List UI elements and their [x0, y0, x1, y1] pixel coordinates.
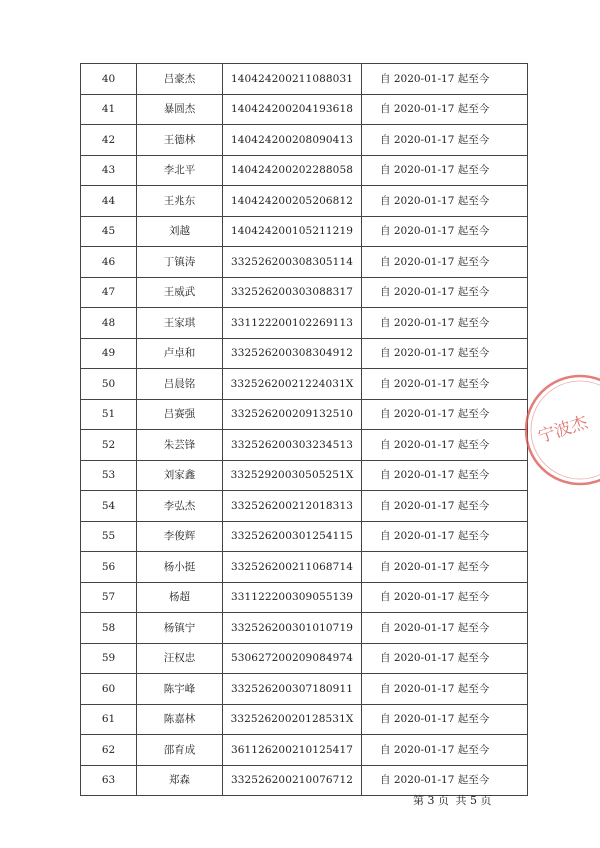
row-number-cell: 49 — [81, 338, 137, 369]
row-number-cell: 62 — [81, 735, 137, 766]
row-number-cell: 56 — [81, 552, 137, 583]
table-row — [81, 216, 528, 247]
date-range-cell: 自 2020-01-17 起至今 — [362, 125, 528, 156]
row-number-cell: 50 — [81, 369, 137, 400]
date-range-cell: 自 2020-01-17 起至今 — [362, 247, 528, 278]
id-number-cell: 332526200301010719 — [223, 613, 362, 644]
name-cell: 丁镇涛 — [137, 247, 223, 278]
table-row — [81, 94, 528, 125]
name-cell: 杨超 — [137, 582, 223, 613]
date-range-cell: 自 2020-01-17 起至今 — [362, 94, 528, 125]
table-row — [81, 582, 528, 613]
id-number-cell: 332526200212018313 — [223, 491, 362, 522]
table-row — [81, 765, 528, 796]
table-row — [81, 491, 528, 522]
name-cell: 王德林 — [137, 125, 223, 156]
date-range-cell: 自 2020-01-17 起至今 — [362, 582, 528, 613]
row-number-cell: 52 — [81, 430, 137, 461]
page-number: 第 3 页 — [413, 794, 449, 807]
name-cell: 邵育成 — [137, 735, 223, 766]
date-range-cell: 自 2020-01-17 起至今 — [362, 704, 528, 735]
table-row — [81, 399, 528, 430]
id-number-cell: 530627200209084974 — [223, 643, 362, 674]
date-range-cell: 自 2020-01-17 起至今 — [362, 765, 528, 796]
date-range-cell: 自 2020-01-17 起至今 — [362, 308, 528, 339]
row-number-cell: 41 — [81, 94, 137, 125]
table-row — [81, 674, 528, 705]
name-cell: 王威武 — [137, 277, 223, 308]
id-number-cell: 332526200303088317 — [223, 277, 362, 308]
table-row — [81, 338, 528, 369]
name-cell: 李北平 — [137, 155, 223, 186]
id-number-cell: 332526200307180911 — [223, 674, 362, 705]
name-cell: 郑森 — [137, 765, 223, 796]
row-number-cell: 55 — [81, 521, 137, 552]
row-number-cell: 40 — [81, 64, 137, 95]
table-row — [81, 735, 528, 766]
roster-table-body — [81, 64, 528, 796]
date-range-cell: 自 2020-01-17 起至今 — [362, 613, 528, 644]
name-cell: 李俊辉 — [137, 521, 223, 552]
date-range-cell: 自 2020-01-17 起至今 — [362, 521, 528, 552]
row-number-cell: 42 — [81, 125, 137, 156]
id-number-cell: 140424200211088031 — [223, 64, 362, 95]
table-row — [81, 277, 528, 308]
table-row — [81, 460, 528, 491]
row-number-cell: 57 — [81, 582, 137, 613]
id-number-cell: 331122200102269113 — [223, 308, 362, 339]
page-total: 共 5 页 — [455, 794, 492, 807]
date-range-cell: 自 2020-01-17 起至今 — [362, 491, 528, 522]
table-row — [81, 552, 528, 583]
row-number-cell: 48 — [81, 308, 137, 339]
date-range-cell: 自 2020-01-17 起至今 — [362, 674, 528, 705]
roster-table — [80, 63, 528, 796]
table-row — [81, 247, 528, 278]
table-row — [81, 430, 528, 461]
date-range-cell: 自 2020-01-17 起至今 — [362, 369, 528, 400]
date-range-cell: 自 2020-01-17 起至今 — [362, 216, 528, 247]
row-number-cell: 47 — [81, 277, 137, 308]
svg-text:宁波杰: 宁波杰 — [535, 412, 591, 448]
id-number-cell: 361126200210125417 — [223, 735, 362, 766]
date-range-cell: 自 2020-01-17 起至今 — [362, 735, 528, 766]
row-number-cell: 46 — [81, 247, 137, 278]
row-number-cell: 54 — [81, 491, 137, 522]
id-number-cell: 332526200308304912 — [223, 338, 362, 369]
table-row — [81, 64, 528, 95]
name-cell: 卢卓和 — [137, 338, 223, 369]
date-range-cell: 自 2020-01-17 起至今 — [362, 64, 528, 95]
row-number-cell: 59 — [81, 643, 137, 674]
row-number-cell: 53 — [81, 460, 137, 491]
id-number-cell: 332526200210076712 — [223, 765, 362, 796]
table-row — [81, 613, 528, 644]
table-row — [81, 643, 528, 674]
table-row — [81, 521, 528, 552]
id-number-cell: 33252620020128531X — [223, 704, 362, 735]
id-number-cell: 140424200205206812 — [223, 186, 362, 217]
red-seal-stamp — [520, 370, 600, 490]
table-row — [81, 369, 528, 400]
name-cell: 杨小挺 — [137, 552, 223, 583]
id-number-cell: 332526200211068714 — [223, 552, 362, 583]
name-cell: 暴圆杰 — [137, 94, 223, 125]
row-number-cell: 58 — [81, 613, 137, 644]
date-range-cell: 自 2020-01-17 起至今 — [362, 552, 528, 583]
id-number-cell: 332526200301254115 — [223, 521, 362, 552]
table-row — [81, 308, 528, 339]
row-number-cell: 44 — [81, 186, 137, 217]
id-number-cell: 140424200208090413 — [223, 125, 362, 156]
table-row — [81, 155, 528, 186]
name-cell: 刘越 — [137, 216, 223, 247]
id-number-cell: 140424200202288058 — [223, 155, 362, 186]
table-row — [81, 704, 528, 735]
name-cell: 杨镇宁 — [137, 613, 223, 644]
id-number-cell: 332526200303234513 — [223, 430, 362, 461]
row-number-cell: 43 — [81, 155, 137, 186]
name-cell: 李弘杰 — [137, 491, 223, 522]
table-row — [81, 125, 528, 156]
date-range-cell: 自 2020-01-17 起至今 — [362, 399, 528, 430]
name-cell: 吕豪杰 — [137, 64, 223, 95]
date-range-cell: 自 2020-01-17 起至今 — [362, 643, 528, 674]
table-row — [81, 186, 528, 217]
id-number-cell: 331122200309055139 — [223, 582, 362, 613]
row-number-cell: 61 — [81, 704, 137, 735]
name-cell: 朱芸锋 — [137, 430, 223, 461]
name-cell: 王兆东 — [137, 186, 223, 217]
row-number-cell: 51 — [81, 399, 137, 430]
id-number-cell: 33252920030505251X — [223, 460, 362, 491]
name-cell: 吕赛强 — [137, 399, 223, 430]
row-number-cell: 45 — [81, 216, 137, 247]
id-number-cell: 140424200204193618 — [223, 94, 362, 125]
page-footer — [413, 792, 495, 808]
id-number-cell: 332526200308305114 — [223, 247, 362, 278]
date-range-cell: 自 2020-01-17 起至今 — [362, 460, 528, 491]
id-number-cell: 33252620021224031X — [223, 369, 362, 400]
name-cell: 陈嘉林 — [137, 704, 223, 735]
name-cell: 汪权忠 — [137, 643, 223, 674]
name-cell: 陈宇峰 — [137, 674, 223, 705]
row-number-cell: 63 — [81, 765, 137, 796]
name-cell: 王家琪 — [137, 308, 223, 339]
name-cell: 吕晨铭 — [137, 369, 223, 400]
row-number-cell: 60 — [81, 674, 137, 705]
date-range-cell: 自 2020-01-17 起至今 — [362, 430, 528, 461]
name-cell: 刘家鑫 — [137, 460, 223, 491]
id-number-cell: 140424200105211219 — [223, 216, 362, 247]
date-range-cell: 自 2020-01-17 起至今 — [362, 277, 528, 308]
id-number-cell: 332526200209132510 — [223, 399, 362, 430]
date-range-cell: 自 2020-01-17 起至今 — [362, 186, 528, 217]
date-range-cell: 自 2020-01-17 起至今 — [362, 155, 528, 186]
date-range-cell: 自 2020-01-17 起至今 — [362, 338, 528, 369]
